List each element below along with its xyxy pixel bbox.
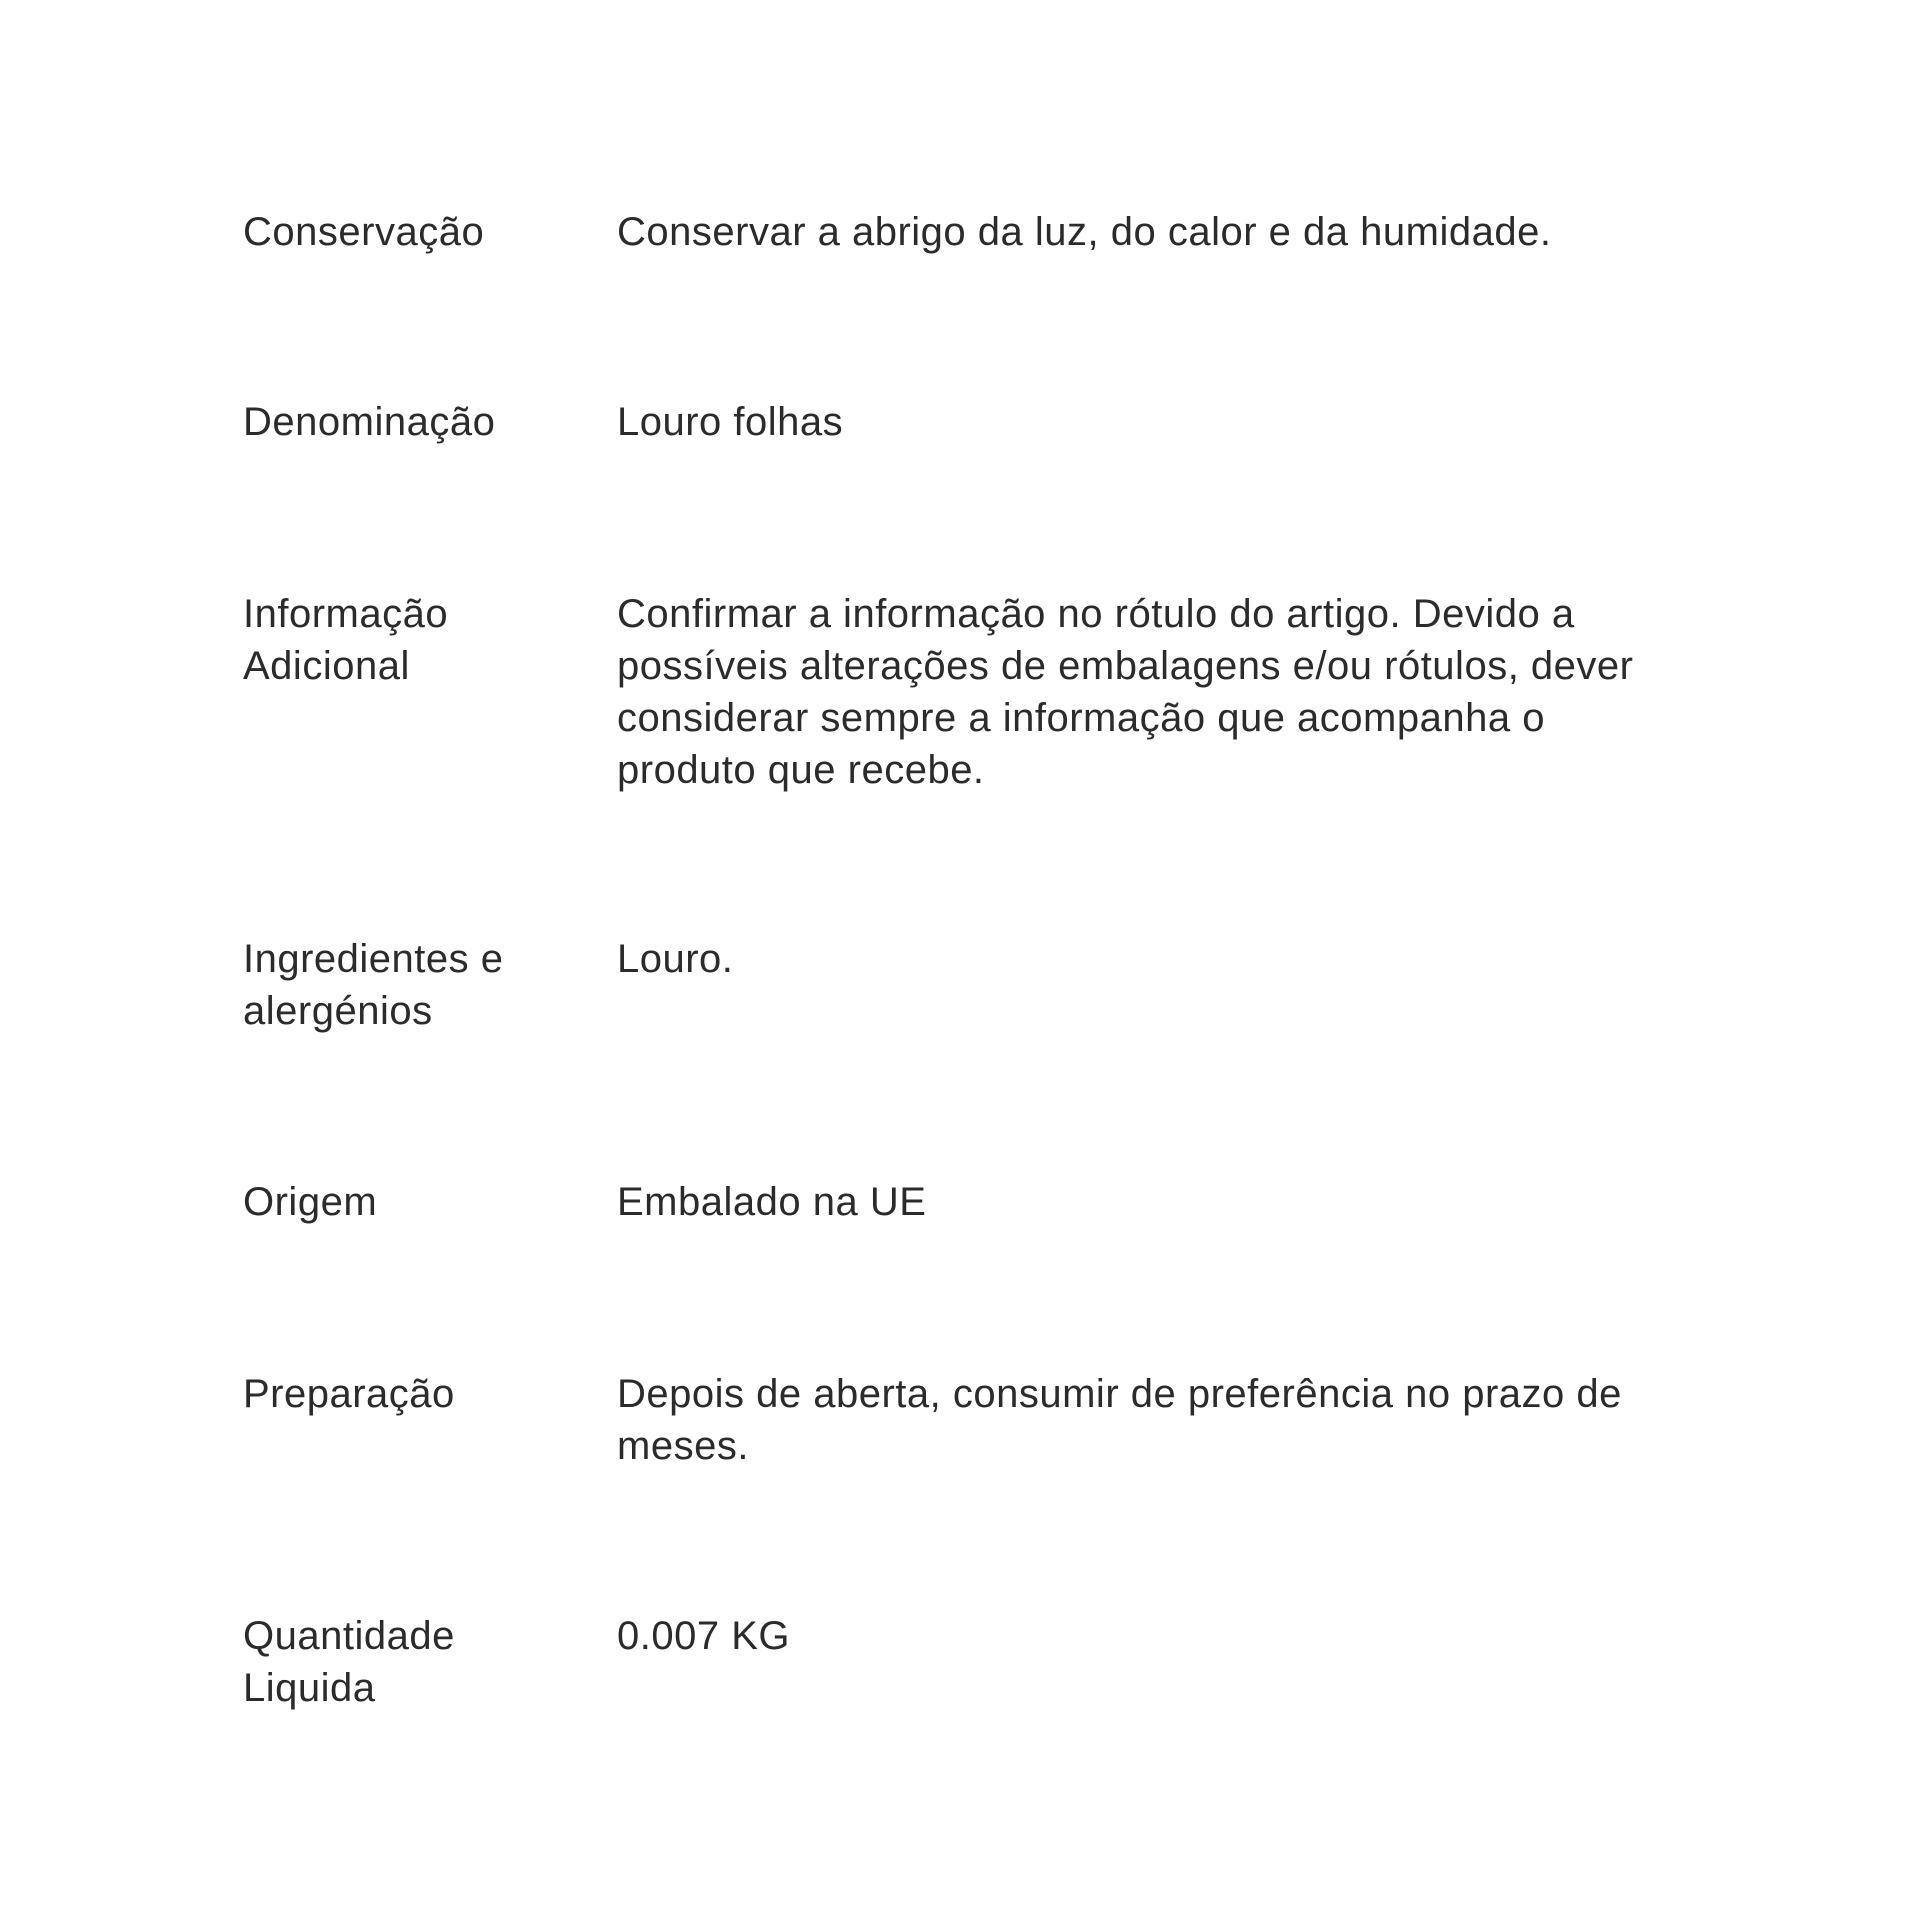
row-label-line: alergénios: [243, 989, 433, 1033]
row-value-line: considerar sempre a informação que acompanha o: [617, 696, 1545, 740]
row-value: [617, 588, 1719, 796]
row-value: Louro folhas: [617, 400, 844, 444]
row-label-line: Quantidade: [243, 1614, 455, 1658]
row-label: [243, 588, 543, 692]
row-value: Embalado na UE: [617, 1180, 927, 1224]
row-value-line: Depois de aberta, consumir de preferência no prazo de: [617, 1372, 1622, 1416]
row-value: Conservar a abrigo da luz, do calor e da humidade.: [617, 210, 1552, 254]
row-label: [243, 1610, 543, 1714]
row-label: Conservação: [243, 210, 485, 254]
row-label: Preparação: [243, 1372, 455, 1416]
row-label: [243, 933, 543, 1037]
row-label-line: Adicional: [243, 644, 410, 688]
row-value-line: possíveis alterações de embalagens e/ou rótulos, dever: [617, 644, 1634, 688]
row-value-line: Confirmar a informação no rótulo do artigo. Devido a: [617, 592, 1575, 636]
row-value-line: produto que recebe.: [617, 748, 985, 792]
row-value: 0.007 KG: [617, 1614, 791, 1658]
row-label-line: Liquida: [243, 1666, 376, 1710]
row-value: Louro.: [617, 937, 734, 981]
row-label-line: Ingredientes e: [243, 937, 504, 981]
row-value-line: meses.: [617, 1424, 749, 1468]
row-value: [617, 1368, 1719, 1472]
row-label: Origem: [243, 1180, 378, 1224]
row-label-line: Informação: [243, 592, 449, 636]
row-label: Denominação: [243, 400, 496, 444]
